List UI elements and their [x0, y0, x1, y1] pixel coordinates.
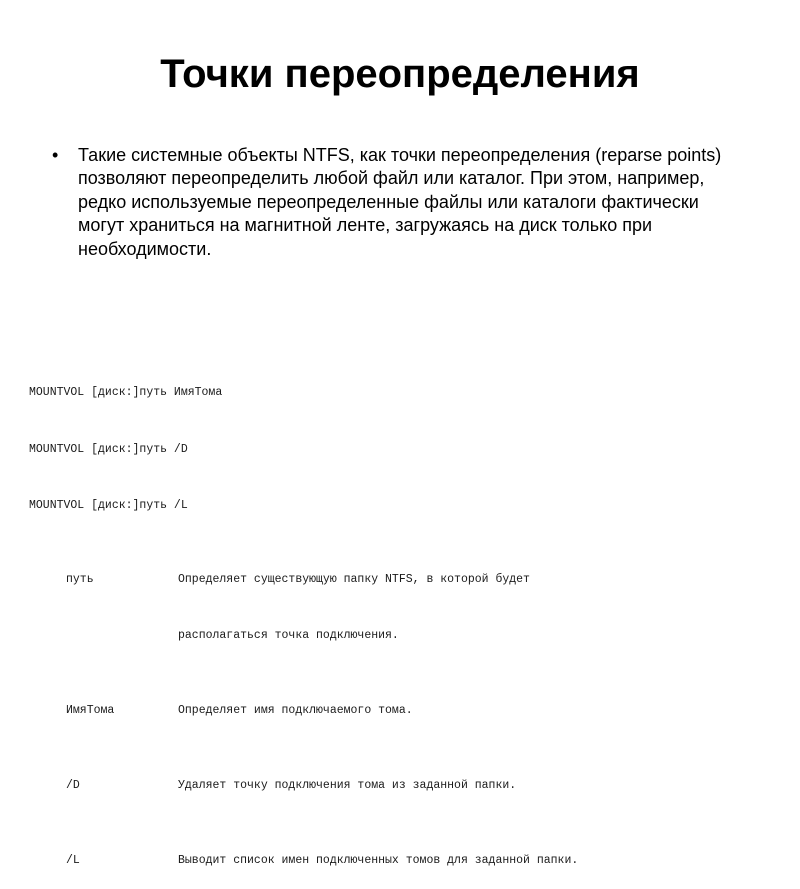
syntax-line: MOUNTVOL [диск:]путь /D: [29, 442, 188, 456]
bullet-text: Такие системные объекты NTFS, как точки переопределения (reparse points) позволяют переопределить любой файл или каталог. При этом, например, редко используемые переопределенные файлы или каталоги фактически могут храниться на магнитной ленте, загружаясь на диск только при необходимости.: [78, 145, 722, 259]
param-description: Выводит список имен подключенных томов для заданной папки.: [178, 853, 579, 867]
param-description: Определяет существующую папку NTFS, в которой будет: [178, 573, 530, 587]
param-name: путь: [66, 573, 94, 587]
slide-title: Точки переопределения: [160, 52, 640, 96]
param-row: [29, 702, 789, 721]
param-name: /L: [66, 853, 80, 867]
param-row: [29, 777, 789, 796]
param-description: Определяет имя подключаемого тома.: [178, 704, 413, 718]
syntax-line: MOUNTVOL [диск:]путь /L: [29, 498, 188, 512]
param-description-continuation: располагаться точка подключения.: [178, 629, 399, 643]
param-description: Удаляет точку подключения тома из заданной папки.: [178, 779, 517, 793]
param-name: /D: [66, 779, 80, 793]
bullet-icon: •: [52, 145, 59, 165]
syntax-line: MOUNTVOL [диск:]путь ИмяТома: [29, 386, 223, 400]
param-row: [29, 852, 789, 871]
command-syntax-block: [29, 347, 789, 889]
param-name: ИмяТома: [66, 704, 115, 718]
bullet-item: [52, 144, 732, 261]
param-row: [29, 571, 789, 590]
